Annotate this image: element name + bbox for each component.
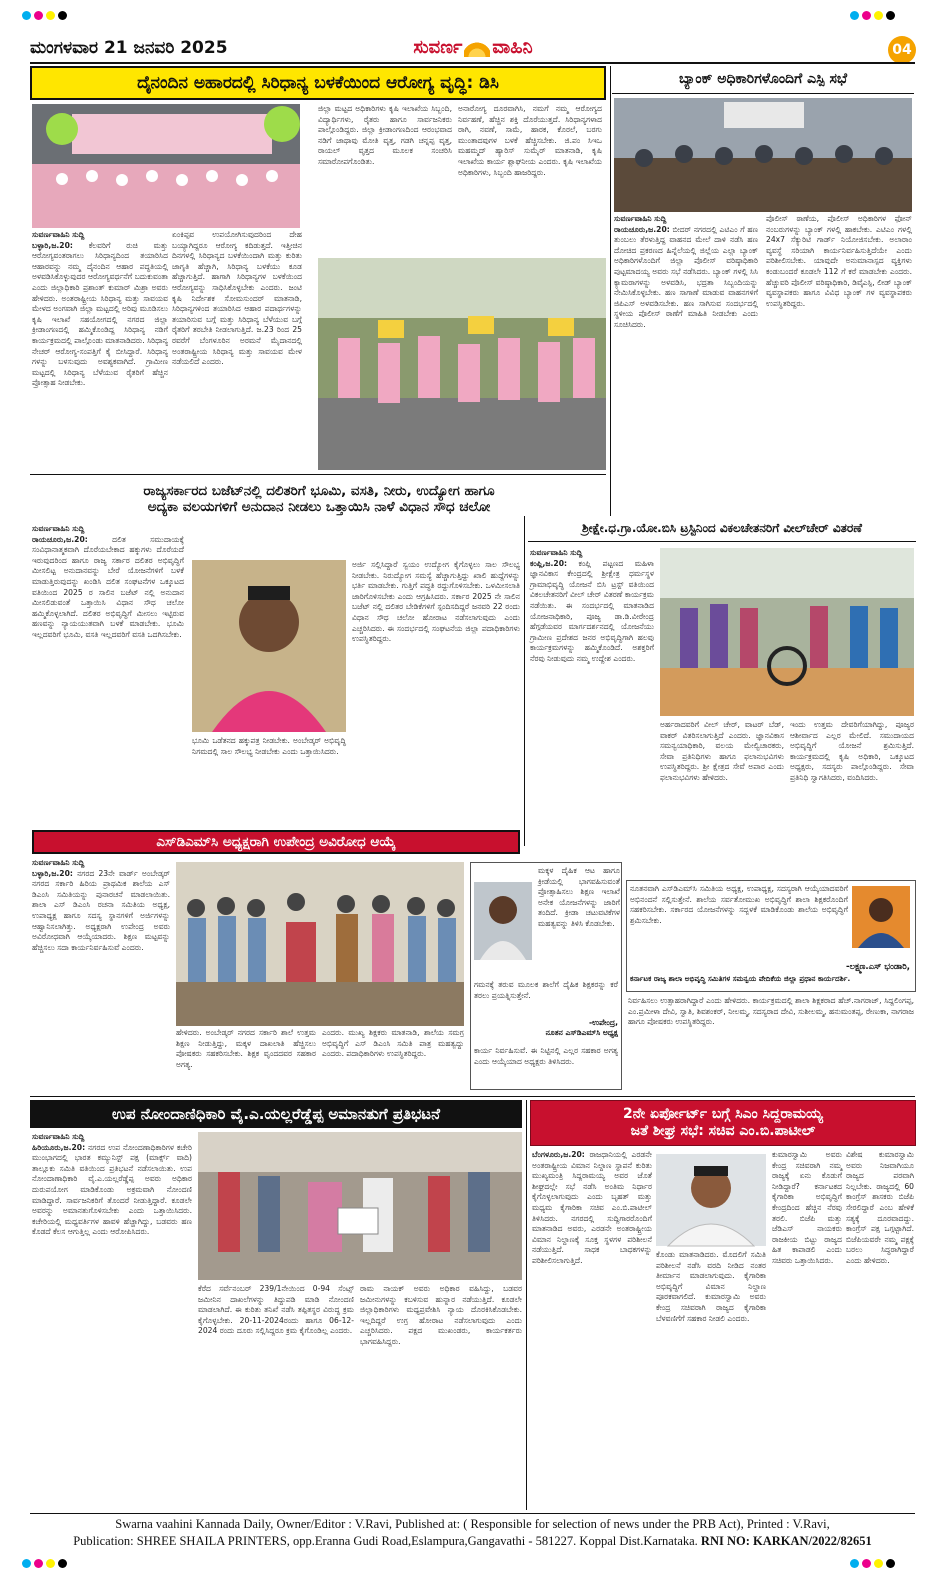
issue-date: ಮಂಗಳವಾರ 21 ಜನವರಿ 2025 <box>30 38 228 58</box>
a7-byline: ಬೆಂಗಳೂರು,ಜ.20: <box>532 1150 585 1159</box>
a4-photo-wheelchair <box>660 548 914 716</box>
a5-photo-bhandari <box>852 886 910 948</box>
a5-headline: ಎಸ್‌ಡಿಎಮ್‌ಸಿ ಅಧ್ಯಕ್ಷರಾಗಿ ಉಪೇಂದ್ರ ಅವಿರೋಧ ಆಯ್ಕೆ <box>32 830 520 854</box>
registration-marks-bottom-right <box>850 1556 895 1570</box>
a6-body-col1 <box>32 1132 195 1510</box>
a6-text-1: ನಗರದ ಉಪ ನೋಂದಣಾಧಿಕಾರಿಗಳ ಕಚೇರಿ ಮುಂಭಾಗದಲ್ಲಿ ಭಾರತ ಕಮ್ಯುನಿಸ್ಟ್ ಪಕ್ಷ (ಮಾರ್ಕ್ಸ್ ವಾದಿ) ತಾಲ್ಲೂಕು ಸಮಿತಿ ವತಿಯಿಂದ ಪ್ರತಿಭಟನೆ ನಡೆಸಲಾಯಿತು. ಉಪ ನೋಂದಾಣಾಧಿಕಾರಿ ವೈ.ಎ.ಯಲ್ಲರೆಡ್ಡೆಪ್ಪ ಅವರು ಅಧಿಕಾರ ದುರುಪಯೋಗ ಮಾಡಿಕೊಂಡು ಅಕ್ರಮವಾಗಿ ನೋಂದಣಿ ಮಾಡಿದ್ದಾರೆ. ಸಾರ್ವಜನಿಕರಿಗೆ ತೊಂದರೆ ನೀಡುತ್ತಿದ್ದಾರೆ. ಕೂಡಲೇ ಅವರನ್ನು ಅಮಾನತುಗೊಳಿಸಬೇಕು ಎಂದು ಒತ್ತಾಯಿಸಿದರು. ಕಚೇರಿಯಲ್ಲಿ ಮಧ್ಯವರ್ತಿಗಳ ಹಾವಳಿ ಹೆಚ್ಚಾಗಿದ್ದು, ಬಡವರು ಹಣ ಕೊಡದೆ ಕೆಲಸ ಆಗುತ್ತಿಲ್ಲ ಎಂದು ಆರೋಪಿಸಿದರು. <box>32 1142 195 1237</box>
a2-byline: ಸುವರ್ಣವಾಹಿನಿ ಸುದ್ದಿ ರಾಯಚೂರು,ಜ.20: <box>614 214 670 234</box>
a5-text-1: ನಗರದ 23ನೇ ವಾರ್ಡ್ ಅಂಬೇಡ್ಕರ್ ನಗರದ ಸರ್ಕಾರಿ ಹಿರಿಯ ಪ್ರಾಥಮಿಕ ಶಾಲೆಯ ಎಸ್ ಡಿಎಂಸಿ ಸಮಿತಿಯನ್ನು ಪುನಾರಚನೆ ಮಾಡಲಾಯಿತು. ಶಾಲಾ ಎಸ್ ಡಿಎಂಸಿ ರಚನಾ ಸಮಿತಿಯ ಅಧ್ಯಕ್ಷ, ಉಪಾಧ್ಯಕ್ಷ ಹಾಗೂ ಸದಸ್ಯ ಸ್ಥಾನಗಳಿಗೆ ಅರ್ಜಿಗಳನ್ನು ಆಹ್ವಾನಿಸಲಾಗಿತ್ತು. ಅಧ್ಯಕ್ಷರಾಗಿ ಉಪೇಂದ್ರ ಅವರು ಅವಿರೋಧವಾಗಿ ಆಯ್ಕೆಯಾದರು. ಶಿಕ್ಷಣ ಮಟ್ಟವನ್ನು ಹೆಚ್ಚಿಸಲು ಸದಾ ಕಾರ್ಯನಿರ್ವಹಿಸುವೆ ಎಂದರು. <box>32 868 173 952</box>
a7-body-col1 <box>532 1150 655 1510</box>
a4-byline: ಸುವರ್ಣವಾಹಿನಿ ಸುದ್ದಿ ಕಂಪ್ಲಿ,ಜ.20: <box>530 548 583 568</box>
divider-vertical-1 <box>610 66 611 516</box>
a3-body-col2: ಅರ್ಜಿ ಸಲ್ಲಿಸಿದ್ದಾರೆ ಸ್ವಯಂ ಉದ್ಯೋಗ ಕೈಗೊಳ್ಳಲು ಸಾಲ ಸೌಲಭ್ಯ ನೀಡಬೇಕು. ನಿರುದ್ಯೋಗ ಸಮಸ್ಯೆ ಹೆಚ್ಚಾಗುತ್ತಿದ್ದು ಖಾಲಿ ಹುದ್ದೆಗಳನ್ನು ಭರ್ತಿ ಮಾಡಬೇಕು. ಗುತ್ತಿಗೆ ಪದ್ಧತಿ ರದ್ದುಗೊಳಿಸಬೇಕು. ಒಳಮೀಸಲಾತಿ ಜಾರಿಗೊಳಿಸಬೇಕು ಎಂದು ಆಗ್ರಹಿಸಿದರು. ಸರ್ಕಾರ 2025 ನೇ ಸಾಲಿನ ಬಜೆಟ್ ನಲ್ಲಿ ದಲಿತರ ಬೇಡಿಕೆಗಳಿಗೆ ಸ್ಪಂದಿಸದಿದ್ದರೆ ಜನವರಿ 22 ರಂದು ವಿಧಾನ ಸೌಧ ಚಲೋ ಹೋರಾಟ ನಡೆಸಲಾಗುವುದು ಎಂದು ಎಚ್ಚರಿಸಿದರು. ಈ ಸಂದರ್ಭದಲ್ಲಿ ಸಂಘಟನೆಯ ಜಿಲ್ಲಾ ಪದಾಧಿಕಾರಿಗಳು ಉಪಸ್ಥಿತರಿದ್ದರು. <box>352 560 523 644</box>
a1-text-1: ಕೆಲವರಿಗೆ ರುಚಿ ಮತ್ತು ಆರೋಗ್ಯವಂತರಾಗಲು ಸಿರಿಧಾನ್ಯದಿಂದ ತಯಾರಿಸಿದ ಆಹಾರವನ್ನು ನಮ್ಮ ದೈನಂದಿನ ಆಹಾರ ಪದ್ಧತಿಯಲ್ಲಿ ಅಳವಡಿಸಿಕೊಳ್ಳುವುದರ ಆರೋಗ್ಯವರ್ಧನೆಗೆ ಬದುಕುವಂತಾ ಎಂದು ಜಿಲ್ಲಾಧಿಕಾರಿ ಪ್ರಶಾಂತ್ ಕುಮಾರ್ ಮಿಶ್ರಾ ಅವರು ಹೇಳಿದರು. ಅಂತರಾಷ್ಟ್ರೀಯ ಸಿರಿಧಾನ್ಯ ಮತ್ತು ಸಾವಯವ ಮೇಳದ ಅಂಗವಾಗಿ ಜಿಲ್ಲಾ ಮಟ್ಟದಲ್ಲಿ ಅರಿವು ಮೂಡಿಸಲು ಕೃಷಿ ಇಲಾಖೆ ಸಹಯೋಗದಲ್ಲಿ ನಗರದ ಜಿಲ್ಲಾ ಕ್ರೀಡಾಂಗಣದಲ್ಲಿ ಹಮ್ಮಿಕೊಂಡಿದ್ದ ಸಿರಿಧಾನ್ಯ ನಡಿಗೆ ಕಾರ್ಯಕ್ರಮದಲ್ಲಿ ಪಾಲ್ಗೊಂಡು ಮಾತನಾಡಿದರು. ಸಿರಿಧಾನ್ಯ ನೇಚರ್ ಆರೋಗ್ಯ-ಸಂಪತ್ತಿಗೆ ಕೈ ಬೀಸಿದ್ದಾರೆ. ಸಿರಿಧಾನ್ಯ ಗಳನ್ನು ಬಳಸುವುದು ಅವಶ್ಯಕವಾಗಿದೆ. ಗ್ರಾಮೀಣ ಮಟ್ಟದಲ್ಲಿ ಸಿರಿಧಾನ್ಯ ಬೆಳೆಯುವ ರೈತರಿಗೆ ಹೆಚ್ಚಿನ ಪ್ರೋತ್ಸಾಹ ನೀಡಬೇಕು. <box>32 240 171 388</box>
a2-body-col2: ಪೊಲೀಸ್ ಠಾಣೆಯ, ಪೊಲೀಸ್ ಅಧಿಕಾರಿಗಳ ಫೋನ್ ನಂಬರುಗಳನ್ನು ಬ್ಯಾಂಕ್ ಗಳಲ್ಲಿ ಹಾಕಬೇಕು. ಎಟಿಎಂ ಗಳಲ್ಲಿ 24x7 ಸೆಕ್ಯುರಿಟಿ ಗಾರ್ಡ್ ನಿಯೋಜಿಸಬೇಕು. ಅಲಾರಾಂ ವ್ಯವಸ್ಥೆ ಸರಿಯಾಗಿ ಕಾರ್ಯನಿರ್ವಹಿಸುತ್ತಿದೆಯೇ ಎಂದು ಪರಿಶೀಲಿಸಬೇಕು. ಯಾವುದೇ ಅನುಮಾನಾಸ್ಪದ ವ್ಯಕ್ತಿಗಳು ಕಂಡುಬಂದರೆ ಕೂಡಲೇ 112 ಗೆ ಕರೆ ಮಾಡಬೇಕು ಎಂದರು. ಹೆಚ್ಚುವರಿ ಪೊಲೀಸ್ ವರಿಷ್ಠಾಧಿಕಾರಿ, ಡಿವೈಎಸ್ಪಿ, ಲೀಡ್ ಬ್ಯಾಂಕ್ ವ್ಯವಸ್ಥಾಪಕರು ಹಾಗೂ ವಿವಿಧ ಬ್ಯಾಂಕ್ ಗಳ ವ್ಯವಸ್ಥಾಪಕರು ಉಪಸ್ಥಿತರಿದ್ದರು. <box>766 214 915 308</box>
a3-text-1: ದಲಿತ ಸಮುದಾಯಕ್ಕೆ ಸಂವಿಧಾನಾತ್ಮಕವಾಗಿ ದೊರೆಯಬೇಕಾದ ಹಕ್ಕುಗಳು ದೊರೆಯದೆ ಇರುವುದರಿಂದ ಹಾಗೂ ರಾಜ್ಯ ಸರ್ಕಾರ ದಲಿತರ ಅಭಿವೃದ್ಧಿಗೆ ಮೀಸಲಿಟ್ಟ ಅನುದಾನವನ್ನು ಬೇರೆ ಯೋಜನೆಗಳಿಗೆ ಬಳಕೆ ಮಾಡುತ್ತಿರುವುದನ್ನು ಖಂಡಿಸಿ ದಲಿತ ಸಂಘಟನೆಗಳ ಒಕ್ಕೂಟದ ವತಿಯಿಂದ 2025 ರ ಸಾಲಿನ ಬಜೆಟ್ ನಲ್ಲಿ ಅನುದಾನ ಮೀಸಲಿಡುವಂತೆ ಒತ್ತಾಯಿಸಿ ವಿಧಾನ ಸೌಧ ಚಲೋ ಹಮ್ಮಿಕೊಳ್ಳಲಾಗಿದೆ. ದಲಿತರ ಅಭಿವೃದ್ಧಿಗೆ ಮೀಸಲು ಇಟ್ಟಿರುವ ಹಣವನ್ನು ನ್ಯಾಯಯುತವಾಗಿ ಬಳಕೆ ಮಾಡಬೇಕು. ಭೂಮಿ ಇಲ್ಲದವರಿಗೆ ಭೂಮಿ, ವಸತಿ ಇಲ್ಲದವರಿಗೆ ವಸತಿ ಒದಗಿಸಬೇಕು. <box>32 534 187 639</box>
a1-body-col1 <box>32 230 171 470</box>
a3-body-tail: ಭೂಮಿ ಒಡೆತನದ ಹಕ್ಕುಪತ್ರ ನೀಡಬೇಕು. ಅಂಬೇಡ್ಕರ್ ಅಭಿವೃದ್ಧಿ ನಿಗಮದಲ್ಲಿ ಸಾಲ ಸೌಲಭ್ಯ ನೀಡಬೇಕು ಎಂದು ಒತ್ತಾಯಿಸಿದರು. <box>192 736 349 756</box>
divider-vertical-3 <box>526 1100 527 1510</box>
a6-body-col3: ರಾಮ ನಾಯಕ್ ಅವರು ಅಧಿಕಾರ ವಹಿಸಿದ್ದು, ಬಡವರ ಜಮೀನುಗಳನ್ನು ಕಬಳಿಸುವ ಹುನ್ನಾರ ನಡೆಯುತ್ತಿದೆ. ಕೂಡಲೇ ಜಿಲ್ಲಾಧಿಕಾರಿಗಳು ಮಧ್ಯಪ್ರವೇಶಿಸಿ ನ್ಯಾಯ ದೊರಕಿಸಿಕೊಡಬೇಕು. ಇಲ್ಲದಿದ್ದರೆ ಉಗ್ರ ಹೋರಾಟ ನಡೆಸಲಾಗುವುದು ಎಂದು ಎಚ್ಚರಿಸಿದರು. ಪಕ್ಷದ ಮುಖಂಡರು, ಕಾರ್ಯಕರ್ತರು ಭಾಗವಹಿಸಿದ್ದರು. <box>360 1284 525 1346</box>
imprint-line-1: Swarna vaahini Kannada Daily, Owner/Editor : V.Ravi, Published at: ( Responsible for selection of news under the PRB Act), Printed : V.Ravi, <box>115 1517 830 1531</box>
a3-headline: ರಾಜ್ಯಸರ್ಕಾರದ ಬಜೆಟ್‌ನಲ್ಲಿ ದಲಿತರಿಗೆ ಭೂಮಿ, ವಸತಿ, ನೀರು, ಉದ್ಯೋಗ ಹಾಗೂ ಅದ್ಯಕಾ ವಲಯಗಳಿಗೆ ಅನುದಾನ ನೀಡಲು ಒತ್ತಾಯಿಸಿ ನಾಳೆ ವಿಧಾನ ಸೌಧ ಚಲೋ <box>143 482 495 515</box>
divider-vertical-2 <box>524 516 525 846</box>
a4-headline: ಶ್ರೀಕ್ಷೇ.ಧ.ಗ್ರಾ.ಯೋ.ಬಿಸಿ ಟ್ರಸ್ಟಿನಿಂದ ವಿಕಲಚೇತನರಿಗೆ ವೀಲ್‌ಚೇರ್ ವಿತರಣೆ <box>528 516 916 542</box>
a3-byline: ಸುವರ್ಣವಾಹಿನಿ ಸುದ್ದಿ ರಾಯಚೂರು,ಜ.20: <box>32 524 88 544</box>
a5-members: ನಿರ್ವಹಿಸಲು ಉತ್ಸಾಹರಾಗಿದ್ದಾರೆ ಎಂದು ಹೇಳಿದರು. ಕಾರ್ಯಕ್ರಮದಲ್ಲಿ ಶಾಲಾ ಶಿಕ್ಷಕರಾದ ಹೆಚ್.ನಾಗರಾಜ್, ಸಿದ್ದಲಿಂಗಪ್ಪ, ಎಂ.ಪ್ರಮೀಳಾ ದೇವಿ, ಸ್ವಾತಿ, ಶಿವಶಂಕರ್, ನೀಲಮ್ಮ, ಸದಸ್ಯರಾದ ದೇವಿ, ಸುಶೀಲಮ್ಮ, ಹನುಮಂತಪ್ಪ, ರೇಣುಕಾ, ನಾಗರಾಜ ಹಾಗೂ ಪೋಷಕರು ಉಪಸ್ಥಿತರಿದ್ದರು. <box>628 996 917 1027</box>
divider-1 <box>30 474 606 475</box>
a5-body-col1 <box>32 858 173 1090</box>
a4-text-1: ಕಂಪ್ಲಿ ಪಟ್ಟಣದ ಮಹಿಳಾ ಜ್ಞಾನವಿಕಾಸ ಕೇಂದ್ರದಲ್ಲಿ ಶ್ರೀಕ್ಷೇತ್ರ ಧರ್ಮಸ್ಥಳ ಗ್ರಾಮಾಭಿವೃದ್ಧಿ ಯೋಜನೆ ಬಿಸಿ ಟ್ರಸ್ಟ್ ವತಿಯಿಂದ ವಿಕಲಚೇತನರಿಗೆ ವೀಲ್ ಚೇರ್ ವಿತರಣೆ ಕಾರ್ಯಕ್ರಮ ನಡೆಯಿತು. ಈ ಸಂದರ್ಭದಲ್ಲಿ ಮಾತನಾಡಿದ ಯೋಜನಾಧಿಕಾರಿ, ಪೂಜ್ಯ ಡಾ.ಡಿ.ವೀರೇಂದ್ರ ಹೆಗ್ಗಡೆಯವರ ಮಾರ್ಗದರ್ಶನದಲ್ಲಿ ಯೋಜನೆಯು ಗ್ರಾಮೀಣ ಪ್ರದೇಶದ ಜನರ ಅಭಿವೃದ್ಧಿಗಾಗಿ ಹಲವು ಕಾರ್ಯಕ್ರಮಗಳನ್ನು ಹಮ್ಮಿಕೊಂಡಿದೆ. ಅಶಕ್ತರಿಗೆ ನೆರವು ನೀಡುವುದು ನಮ್ಮ ಉದ್ದೇಶ ಎಂದರು. <box>530 558 657 663</box>
a2-text-1: ಬೀದರ್ ನಗರದಲ್ಲಿ ಎಟಿಎಂ ಗೆ ಹಣ ತುಂಬಲು ತೆರಳುತ್ತಿದ್ದ ವಾಹನದ ಮೇಲೆ ದಾಳಿ ನಡೆಸಿ ಹಣ ದೋಚಿದ ಪ್ರಕರಣದ ಹಿನ್ನೆಲೆಯಲ್ಲಿ ಜಿಲ್ಲೆಯ ಎಲ್ಲಾ ಬ್ಯಾಂಕ್ ಅಧಿಕಾರಿಗಳೊಂದಿಗೆ ಜಿಲ್ಲಾ ಪೊಲೀಸ್ ವರಿಷ್ಠಾಧಿಕಾರಿ ಪುಟ್ಟಮಾದಯ್ಯ ಅವರು ಸಭೆ ನಡೆಸಿದರು. ಬ್ಯಾಂಕ್ ಗಳಲ್ಲಿ ಸಿಸಿ ಕ್ಯಾಮರಾಗಳನ್ನು ಅಳವಡಿಸಿ, ಭದ್ರತಾ ಸಿಬ್ಬಂದಿಯನ್ನು ನೇಮಿಸಿಕೊಳ್ಳಬೇಕು. ಹಣ ಸಾಗಾಣೆ ಮಾಡುವ ವಾಹನಗಳಿಗೆ ಜಿಪಿಎಸ್ ಅಳವಡಿಸಬೇಕು. ಹಣ ಸಾಗಿಸುವ ಸಂದರ್ಭದಲ್ಲಿ ಸ್ಥಳೀಯ ಪೊಲೀಸ್ ಠಾಣೆಗೆ ಮಾಹಿತಿ ನೀಡಬೇಕು ಎಂದು ಸೂಚಿಸಿದರು. <box>614 224 761 329</box>
imprint-line-2 <box>40 1533 905 1550</box>
a2-body-col1 <box>614 214 761 510</box>
a4-body-col1 <box>530 548 657 844</box>
a6-byline: ಸುವರ್ಣವಾಹಿನಿ ಸುದ್ದಿ ಹಿರಿಯೂರು,ಜ.20: <box>32 1132 86 1152</box>
a5-quote-caption: -ಲಕ್ಷ್ಮಣ.ಎಸ್ ಭಂಡಾರಿ, <box>845 962 910 972</box>
a1-body-col4: ಅನಾರೋಗ್ಯ ದೂರವಾಗಿಸಿ, ನಮಗೆ ನಮ್ಮ ಆರೋಗ್ಯದ ನಿರ್ವಹಣೆ, ಹೆಚ್ಚಿನ ಶಕ್ತಿ ದೊರೆಯುತ್ತದೆ. ಸಿರಿಧಾನ್ಯಗಳಾದ ರಾಗಿ, ನವಣೆ, ಸಾಮೆ, ಹಾರಕ, ಕೊರಲೆ, ಬರಗು ಮುಂತಾದವುಗಳ ಬಳಕೆ ಹೆಚ್ಚಿಸಬೇಕು. ಜಿ.ಪಂ ಸಿಇಒ ಮಹಮ್ಮದ್ ಹ್ಯಾರಿಸ್ ಸುಮೈರ್ ಮಾತನಾಡಿ, ಕೃಷಿ ಇಲಾಖೆಯ ಕಾರ್ಯ ಶ್ಲಾಘನೀಯ ಎಂದರು. ಕೃಷಿ ಇಲಾಖೆಯ ಅಧಿಕಾರಿಗಳು, ಸಿಬ್ಬಂದಿ ಹಾಜರಿದ್ದರು. <box>458 104 605 177</box>
masthead-left: ಸುವರ್ಣ <box>413 36 463 58</box>
registration-marks-top-left <box>22 8 67 22</box>
a5-sidebar-tail: ಗಮನಕ್ಕೆ ತರುವ ಮೂಲಕ ಶಾಲೆಗೆ ದೈಹಿಕ ಶಿಕ್ಷಕರನ್ನು ಕರೆ ತರಲು ಪ್ರಯತ್ನಿಸುತ್ತೇನೆ. <box>474 980 621 1000</box>
a4-body-col3: ಇಂದು ಉತ್ತಮ ದೇವರಿಗೆಯಾಗಿದ್ದು, ಪೂಜ್ಯರ ಆಶೀರ್ವಾದ ಎಲ್ಲರ ಮೇಲಿದೆ. ಸಮುದಾಯದ ಅಭಿವೃದ್ಧಿಗೆ ಯೋಜನೆ ಶ್ರಮಿಸುತ್ತಿದೆ. ಕಾರ್ಯಕ್ರಮದಲ್ಲಿ ಕೃಷಿ ಅಧಿಕಾರಿ, ಒಕ್ಕೂಟದ ಅಧ್ಯಕ್ಷರು, ಸದಸ್ಯರು ಪಾಲ್ಗೊಂಡಿದ್ದರು. ಸೇವಾ ಪ್ರತಿನಿಧಿ ಸ್ವಾಗತಿಸಿದರು, ವಂದಿಸಿದರು. <box>790 720 917 782</box>
a4-body-col2: ಅರ್ಹರಾದವರಿಗೆ ವೀಲ್ ಚೇರ್, ವಾಟರ್ ಬೆಡ್, ವಾಕರ್ ವಿತರಿಸಲಾಗುತ್ತಿದೆ ಎಂದರು. ಜ್ಞಾನವಿಕಾಸ ಸಮನ್ವಯಾಧಿಕಾರಿ, ವಲಯ ಮೇಲ್ವಿಚಾರಕರು, ಸೇವಾ ಪ್ರತಿನಿಧಿಗಳು ಹಾಗೂ ಫಲಾನುಭವಿಗಳು ಉಪಸ್ಥಿತರಿದ್ದರು. ಶ್ರೀ ಕ್ಷೇತ್ರದ ಸೇವೆ ಅಪಾರ ಎಂದು ಫಲಾನುಭವಿಗಳು ಹೇಳಿದರು. <box>660 720 787 782</box>
footer-rule <box>30 1513 915 1514</box>
a6-body-col2: ಕೆರೆದ ಸರ್ವೆನಂಬರ್ 239/1ನೇಯಿಂದ 0-94 ಸೆಂಟ್ಸ್ ಜಮೀನಿನ ದಾಖಲೆಗಳನ್ನು ತಿದ್ದುಪಡಿ ಮಾಡಿ ನೋಂದಣಿ ಮಾಡಲಾಗಿದೆ. ಈ ಕುರಿತು ತನಿಖೆ ನಡೆಸಿ ತಪ್ಪಿತಸ್ಥರ ವಿರುದ್ಧ ಕ್ರಮ ಕೈಗೊಳ್ಳಬೇಕು. 20-11-2024ರಂದು ಹಾಗೂ 06-12-2024 ರಂದು ದೂರು ಸಲ್ಲಿಸಿದ್ದರೂ ಕ್ರಮ ಕೈಗೊಂಡಿಲ್ಲ ಎಂದರು. <box>198 1284 357 1336</box>
a7-body-col2: ಕೊಂಡು ಮಾತನಾಡಿದರು. ಮೊದಲಿಗೆ ಸಮಿತಿ ಪರಿಶೀಲನೆ ನಡೆಸಿ ವರದಿ ನೀಡಿದ ನಂತರ ತೀರ್ಮಾನ ಮಾಡಲಾಗುವುದು. ಕೈಗಾರಿಕಾ ಅಭಿವೃದ್ಧಿಗೆ ವಿಮಾನ ನಿಲ್ದಾಣ ಪೂರಕವಾಗಲಿದೆ. ಕುಮಾರಸ್ವಾಮಿ ಅವರು ಕೇಂದ್ರ ಸಚಿವರಾಗಿ ರಾಜ್ಯದ ಕೈಗಾರಿಕಾ ಬೆಳವಣಿಗೆಗೆ ಸಹಕಾರ ನೀಡಲಿ ಎಂದರು. <box>656 1250 769 1323</box>
registration-marks-top-right <box>850 8 895 22</box>
a2-headline: ಬ್ಯಾಂಕ್ ಅಧಿಕಾರಿಗಳೊಂದಿಗೆ ಎಸ್ಪಿ ಸಭೆ <box>612 66 914 94</box>
a5-body-col2: ಹೇಳಿದರು. ಅಂಬೇಡ್ಕರ್ ನಗರದ ಸರ್ಕಾರಿ ಶಾಲೆ ಉತ್ತಮ ಶಿಕ್ಷಣ ನೀಡುತ್ತಿದ್ದು, ಮಕ್ಕಳ ದಾಖಲಾತಿ ಹೆಚ್ಚಿಸಲು ಪೋಷಕರು ಸಹಕರಿಸಬೇಕು. ಶಿಕ್ಷಕ ವೃಂದದವರ ಸಹಕಾರ ಅಗತ್ಯ. <box>176 1028 319 1069</box>
a5-body-col3: ಎಂದರು. ಮುಖ್ಯ ಶಿಕ್ಷಕರು ಮಾತನಾಡಿ, ಶಾಲೆಯ ಸಮಗ್ರ ಅಭಿವೃದ್ಧಿಗೆ ಎಸ್ ಡಿಎಂಸಿ ಸಮಿತಿ ಪಾತ್ರ ಮಹತ್ವದ್ದು ಎಂದರು. ಪದಾಧಿಕಾರಿಗಳು ಉಪಸ್ಥಿತರಿದ್ದರು. <box>322 1028 467 1059</box>
a1-photo-rally <box>318 258 606 470</box>
a2-photo-meeting <box>614 98 912 212</box>
a7-headline: 2ನೇ ಏರ್ಪೋರ್ಟ್ ಬಗ್ಗೆ ಸಿಎಂ ಸಿದ್ದರಾಮಯ್ಯ ಜತೆ ಶೀಘ್ರ ಸಭೆ: ಸಚಿವ ಎಂ.ಬಿ.ಪಾಟೀಲ್ <box>530 1100 916 1146</box>
a1-photo-stage <box>32 104 300 228</box>
a1-headline: ದೈನಂದಿನ ಅಹಾರದಲ್ಲಿ ಸಿರಿಧಾನ್ಯ ಬಳಕೆಯಿಂದ ಆರೋಗ್ಯ ವೃದ್ಧಿ: ಡಿಸಿ <box>30 66 606 100</box>
masthead-right: ವಾಹಿನಿ <box>492 36 533 58</box>
a5-quote-role: ಕರ್ನಾಟಕ ರಾಜ್ಯ ಶಾಲಾ ಅಭಿವೃದ್ಧಿ ಸಮಿತಿಗಳ ಸಮನ್ವಯ ವೇದಿಕೆಯ ಜಿಲ್ಲಾ ಪ್ರಧಾನ ಕಾರ್ಯದರ್ಶಿ. <box>630 974 851 983</box>
page-number: 04 <box>888 36 916 64</box>
a3-body-col1 <box>32 524 187 824</box>
sun-logo-icon <box>464 37 490 57</box>
a6-photo-protest <box>198 1132 522 1280</box>
a6-headline: ಉಪ ನೋಂದಾಣಿಧಿಕಾರಿ ವೈ.ಎ.ಯಲ್ಲರೆಡ್ಡೆಪ್ಪ ಅಮಾನತುಗೆ ಪ್ರತಿಭಟನೆ <box>30 1100 522 1128</box>
a5-quote-text: ನೂತನವಾಗಿ ಎಸ್‌ಡಿಎಮ್‌ಸಿ ಸಮಿತಿಯ ಅಧ್ಯಕ್ಷ, ಉಪಾಧ್ಯಕ್ಷ, ಸದಸ್ಯರಾಗಿ ಆಯ್ಕೆಯಾದವರಿಗೆ ಅಭಿನಂದನೆ ಸಲ್ಲಿಸುತ್ತೇನೆ. ಶಾಲೆಯ ಸರ್ವತೋಮುಖ ಅಭಿವೃದ್ಧಿಗೆ ಶಾಲಾ ಶಿಕ್ಷಕರೊಂದಿಗೆ ಸಹಕರಿಸಬೇಕು. ಸರ್ಕಾರದ ಯೋಜನೆಗಳನ್ನು ಸದ್ಬಳಕೆ ಮಾಡಿಕೊಂಡು ಶಾಲೆಯ ಅಭಿವೃದ್ಧಿಗೆ ಶ್ರಮಿಸಬೇಕು. <box>630 884 851 925</box>
imprint-publication: Publication: SHREE SHAILA PRINTERS, opp.Eranna Gudi Road,Eslampura,Gangavathi - 581227. Koppal Dist.Karnataka. <box>73 1534 698 1548</box>
a7-body-col3: ಕುಮಾರಸ್ವಾಮಿ ಅವರು ಕೇಂದ್ರ ಸಚಿವರಾಗಿ ನಮ್ಮ ರಾಜ್ಯಕ್ಕೆ ಏನು ಕೊಡುಗೆ ನೀಡಿದ್ದಾರೆ? ಕರ್ನಾಟಕದ ಕೈಗಾರಿಕಾ ಅಭಿವೃದ್ಧಿಗೆ ಕೇಂದ್ರದಿಂದ ಹೆಚ್ಚಿನ ನೆರವು ತರಲಿ. ಬಿಜೆಪಿ ಮತ್ತು ಜೆಡಿಎಸ್ ನಾಯಕರು ರಾಜಕೀಯ ಬಿಟ್ಟು ರಾಜ್ಯದ ಹಿತ ಕಾಪಾಡಲಿ ಎಂದು ಸಚಿವರು ಒತ್ತಾಯಿಸಿದರು. <box>772 1150 845 1265</box>
a5-photo-upendra <box>474 882 532 960</box>
rni-number: RNI NO: KARKAN/2022/82651 <box>700 1534 872 1548</box>
imprint-footer <box>40 1516 905 1550</box>
a7-text-1: ರಾಜಧಾನಿಯಲ್ಲಿ ಎರಡನೇ ಅಂತರಾಷ್ಟ್ರೀಯ ವಿಮಾನ ನಿಲ್ದಾಣ ಸ್ಥಾಪನೆ ಕುರಿತು ಮುಖ್ಯಮಂತ್ರಿ ಸಿದ್ದರಾಮಯ್ಯ ಅವರ ಜೊತೆ ಶೀಘ್ರದಲ್ಲೇ ಸಭೆ ನಡೆಸಿ ಅಂತಿಮ ನಿರ್ಧಾರ ಕೈಗೊಳ್ಳಲಾಗುವುದು ಎಂದು ಬೃಹತ್ ಮತ್ತು ಮಧ್ಯಮ ಕೈಗಾರಿಕಾ ಸಚಿವ ಎಂ.ಬಿ.ಪಾಟೀಲ್ ತಿಳಿಸಿದರು. ನಗರದಲ್ಲಿ ಸುದ್ದಿಗಾರರೊಂದಿಗೆ ಮಾತನಾಡಿದ ಅವರು, ಎರಡನೇ ಅಂತರಾಷ್ಟ್ರೀಯ ವಿಮಾನ ನಿಲ್ದಾಣಕ್ಕೆ ಸೂಕ್ತ ಸ್ಥಳಗಳ ಪರಿಶೀಲನೆ ನಡೆಯುತ್ತಿದೆ. ಸಾಧಕ ಬಾಧಕಗಳನ್ನು ಪರಿಶೀಲಿಸಲಾಗುತ್ತಿದೆ. <box>532 1150 655 1265</box>
a1-body-col2: ಏಂಕಿಪ್ಪವ ಉಪಯೋಗಿಸುವುದರಿಂದ ದೇಹ ಬಯ್ಯಾಗಿದ್ದರೂ ಆರೋಗ್ಯ ಕದಿಡುತ್ತದೆ. ಇತ್ತೀಚಿನ ದಿನಗಳಲ್ಲಿ ಸಿರಿಧಾನ್ಯದ ಬಳಕೆಯಿಂದಾಗಿ ಮತ್ತು ಕುರಿತು ಜಾಗೃತಿ ಹೆಚ್ಚಾಗಿ, ಸಿರಿಧಾನ್ಯ ಬಳಕೆಯು ಕೂಡ ಹೆಚ್ಚಾಗುತ್ತಿದೆ. ಹಾಗಾಗಿ ಸಿರಿಧಾನ್ಯಗಳ ಬಳಕೆಯಿಂದ ಆರೋಗ್ಯವನ್ನು ಸಾಧಿಸಿಕೊಳ್ಳಬೇಕು ಎಂದರು. ಜಂಟಿ ಕೃಷಿ ನಿರ್ದೇಶಕ ಸೋಮಸುಂದರ್ ಮಾತನಾಡಿ, ಸಿರಿಧಾನ್ಯಗಳಿಂದ ತಯಾರಿಸಿದ ಆಹಾರ ಪದಾರ್ಥಗಳನ್ನು ತಯಾರಿಸುವ ಬಗ್ಗೆ ಮತ್ತು ಸಿರಿಧಾನ್ಯ ಬೆಳೆಯುವ ಬಗ್ಗೆ ರೈತರಿಗೆ ತರಬೇತಿ ನೀಡಲಾಗುತ್ತಿದೆ. ಜ.23 ರಿಂದ 25 ರವರೆಗೆ ಬೆಂಗಳೂರಿನ ಅರಮನೆ ಮೈದಾನದಲ್ಲಿ ಅಂತರಾಷ್ಟ್ರೀಯ ಸಿರಿಧಾನ್ಯ ಮತ್ತು ಸಾವಯವ ಮೇಳ ನಡೆಯಲಿದೆ ಎಂದರು. <box>172 230 305 367</box>
a5-byline: ಸುವರ್ಣವಾಹಿನಿ ಸುದ್ದಿ ಬಳ್ಳಾರಿ,ಜ.20: <box>32 858 85 878</box>
a5-sidebar-caption: -ಉಪೇಂದ್ರ, ನೂತನ ಎಸ್‌ಡಿಎಮ್‌ಸಿ ಅಧ್ಯಕ್ಷ <box>545 1018 618 1037</box>
masthead-logo <box>400 34 546 60</box>
registration-marks-bottom-left <box>22 1556 67 1570</box>
a5-sidebar-footer: ಕಾರ್ಯ ನಿರ್ವಹಿಸುವೆ. ಈ ನಿಟ್ಟಿನಲ್ಲಿ ಎಲ್ಲರ ಸಹಕಾರ ಅಗತ್ಯ ಎಂದು ಆಯ್ಕೆಯಾದ ಅಧ್ಯಕ್ಷರು ತಿಳಿಸಿದರು. <box>474 1046 621 1066</box>
a1-byline: ಸುವರ್ಣವಾಹಿನಿ ಸುದ್ದಿ ಬಳ್ಳಾರಿ,ಜ.20: <box>32 230 85 250</box>
a1-body-col3: ಜಿಲ್ಲಾ ಮಟ್ಟದ ಅಧಿಕಾರಿಗಳು ಕೃಷಿ ಇಲಾಖೆಯ ಸಿಬ್ಬಂದಿ, ವಿದ್ಯಾರ್ಥಿಗಳು, ರೈತರು ಹಾಗೂ ಸಾರ್ವಜನಿಕರು ಪಾಲ್ಗೊಂಡಿದ್ದರು. ಜಿಲ್ಲಾ ಕ್ರೀಡಾಂಗಣದಿಂದ ಆರಂಭವಾದ ನಡಿಗೆ ಜಾಥಾವು ಮೋತಿ ವೃತ್ತ, ಗಡಗಿ ಚನ್ನಪ್ಪ ವೃತ್ತ, ರಾಯಲ್ ವೃತ್ತದ ಮೂಲಕ ಸಂಚರಿಸಿ ಸಮಾರೋಪಗೊಂಡಿತು. <box>318 104 455 166</box>
a5-sidebar-text: ಮಕ್ಕಳ ದೈಹಿಕ ಆಟ ಹಾಗೂ ಕ್ರೀಡೆಯಲ್ಲಿ ಭಾಗವಹಿಸುವಂತೆ ಪ್ರೋತ್ಸಾಹಿಸಲು ಶಿಕ್ಷಣ ಇಲಾಖೆ ಅನೇಕ ಯೋಜನೆಗಳನ್ನು ಜಾರಿಗೆ ತಂದಿದೆ. ಕ್ರೀಡಾ ಚಟುವಟಿಕೆಗಳ ಮಹತ್ವವನ್ನು ತಿಳಿಸಿ ಕೊಡಬೇಕು. <box>538 866 623 928</box>
divider-2 <box>30 1096 915 1097</box>
header-rule <box>30 62 915 64</box>
a3-photo-portrait <box>192 560 346 732</box>
a5-photo-committee <box>176 862 464 1026</box>
a7-photo-minister <box>656 1154 766 1246</box>
a7-body-col4: ವಿಶೇಷ ಕುಮಾರಸ್ವಾಮಿ ಅವರು ನಿಜವಾಗಿಯೂ ರಾಜ್ಯದ ಪರವಾಗಿ ನಿಲ್ಲಬೇಕು. ರಾಜ್ಯದಲ್ಲಿ 60 ಕಾಂಗ್ರೆಸ್ ಶಾಸಕರು ಬಿಜೆಪಿ ಸೇರಲಿದ್ದಾರೆ ಎಂಬ ಹೇಳಿಕೆ ಸತ್ಯಕ್ಕೆ ದೂರವಾದದ್ದು. ಕಾಂಗ್ರೆಸ್ ಪಕ್ಷ ಒಗ್ಗಟ್ಟಾಗಿದೆ. ಬಿಜೆಪಿಯವರೇ ನಮ್ಮ ಪಕ್ಷಕ್ಕೆ ಬರಲು ಸಿದ್ಧರಾಗಿದ್ದಾರೆ ಎಂದು ಹೇಳಿದರು. <box>846 1150 917 1265</box>
